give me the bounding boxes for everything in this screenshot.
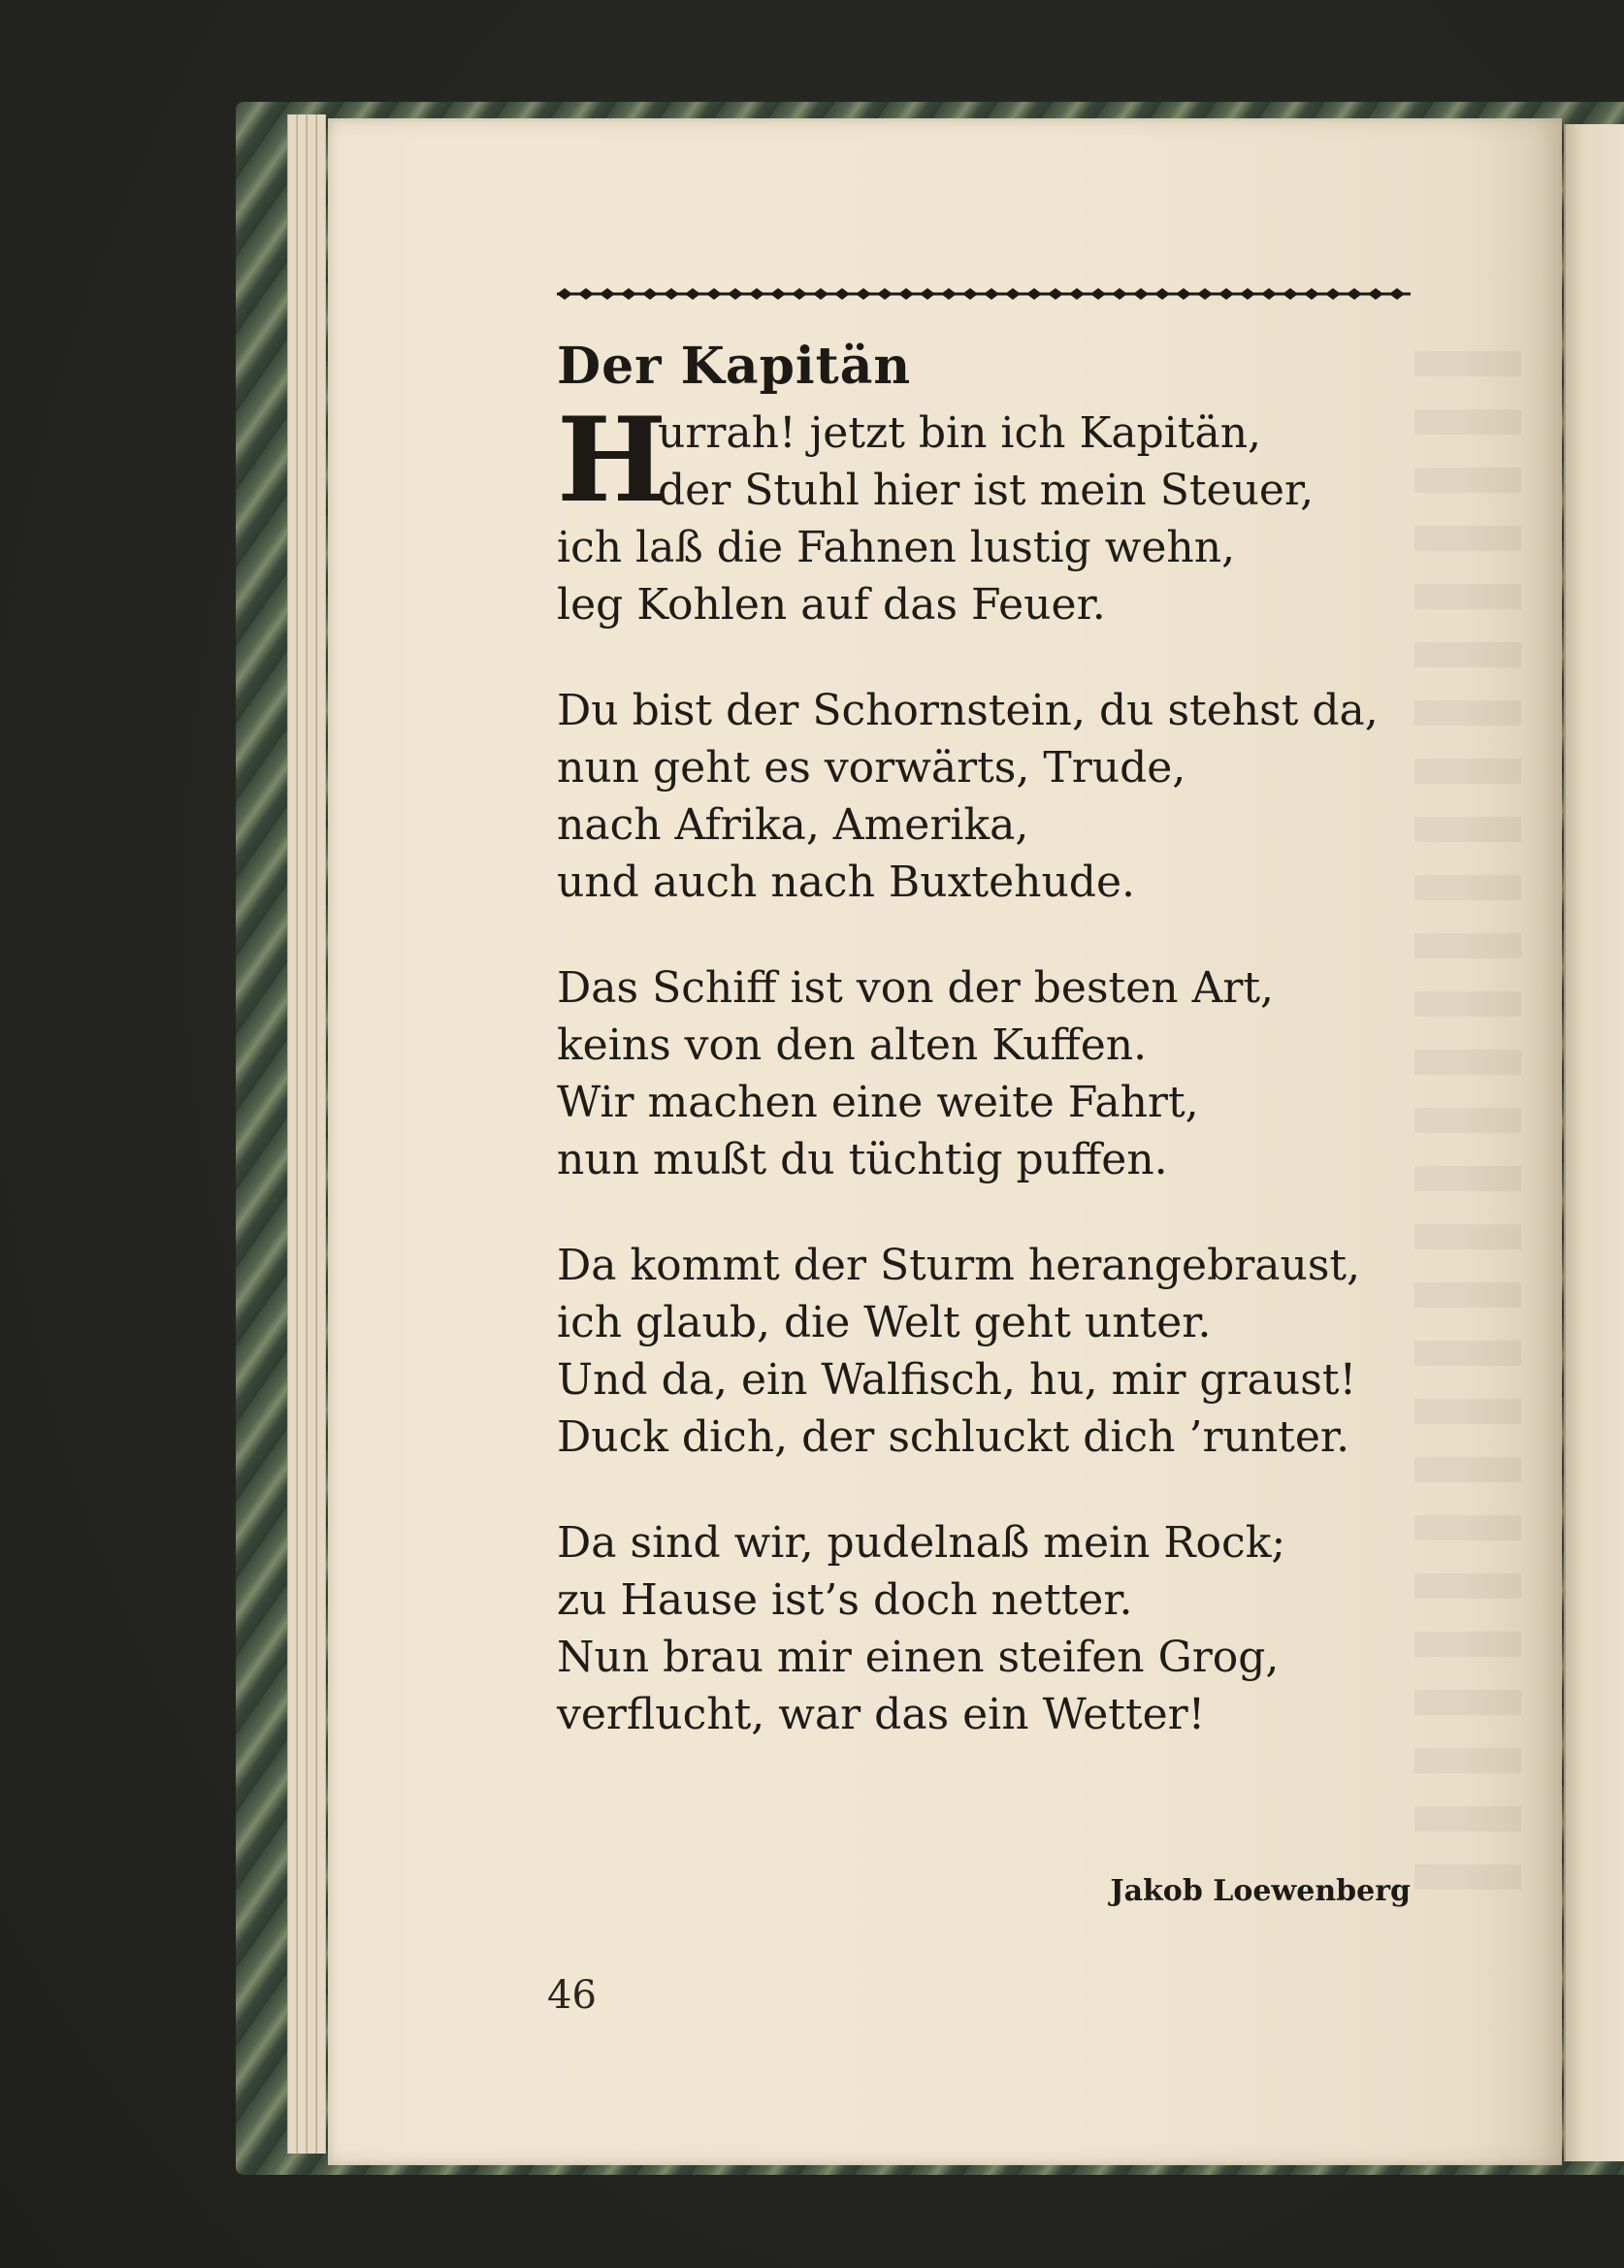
- poem-line: Wir machen eine weite Fahrt,: [557, 1078, 1199, 1127]
- stanza: [557, 462, 1411, 633]
- page-number: 46: [547, 1973, 597, 2018]
- poem-line: Und da, ein Walfisch, hu, mir graust!: [557, 1355, 1357, 1405]
- poem-line: zu Hause ist’s doch netter.: [557, 1575, 1133, 1625]
- stanza: [557, 1514, 1411, 1743]
- drop-cap: H: [557, 392, 667, 529]
- page-edge: [297, 114, 307, 2154]
- poem-body: [557, 392, 1411, 1792]
- author-name: Jakob Loewenberg: [1110, 1874, 1411, 1908]
- poem-line: ich glaub, die Welt geht unter.: [557, 1298, 1212, 1347]
- poem-line: verflucht, war das ein Wetter!: [557, 1690, 1206, 1739]
- poem-line: Da kommt der Sturm herangebraust,: [557, 1241, 1361, 1290]
- page-edge: [287, 114, 297, 2154]
- stanza: [557, 1237, 1411, 1466]
- poem-title: Der Kapitän: [557, 337, 912, 396]
- facing-page-edge: [1564, 124, 1624, 2161]
- book-page: [328, 118, 1562, 2165]
- poem-line: Nun brau mir einen steifen Grog,: [557, 1633, 1280, 1682]
- poem-line: der Stuhl hier ist mein Steuer,: [658, 466, 1315, 515]
- stanza: [557, 682, 1411, 911]
- page-content: [328, 118, 1502, 2165]
- poem-line: keins von den alten Kuffen.: [557, 1021, 1148, 1070]
- page-edge: [307, 114, 316, 2154]
- poem-line: ich laß die Fahnen lustig wehn,: [557, 523, 1236, 572]
- poem-line: nun geht es vorwärts, Trude,: [557, 743, 1186, 793]
- poem-line: Duck dich, der schluckt dich ’runter.: [557, 1412, 1350, 1462]
- poem-line: Das Schiff ist von der besten Art,: [557, 963, 1275, 1013]
- bleed-through-text: [1414, 351, 1521, 1903]
- poem-line: Da sind wir, pudelnaß mein Rock;: [557, 1518, 1286, 1568]
- poem-line: nun mußt du tüchtig puffen.: [557, 1135, 1168, 1184]
- poem-first-line: urrah! jetzt bin ich Kapitän,: [658, 408, 1262, 458]
- stanza: [557, 959, 1411, 1188]
- poem-line: und auch nach Buxtehude.: [557, 858, 1135, 907]
- poem-line: Du bist der Schornstein, du stehst da,: [557, 686, 1379, 735]
- poem-line: nach Afrika, Amerika,: [557, 800, 1029, 850]
- poem-line: leg Kohlen auf das Feuer.: [557, 580, 1106, 630]
- page-edge: [316, 114, 326, 2154]
- ornamental-rule: [557, 283, 1411, 305]
